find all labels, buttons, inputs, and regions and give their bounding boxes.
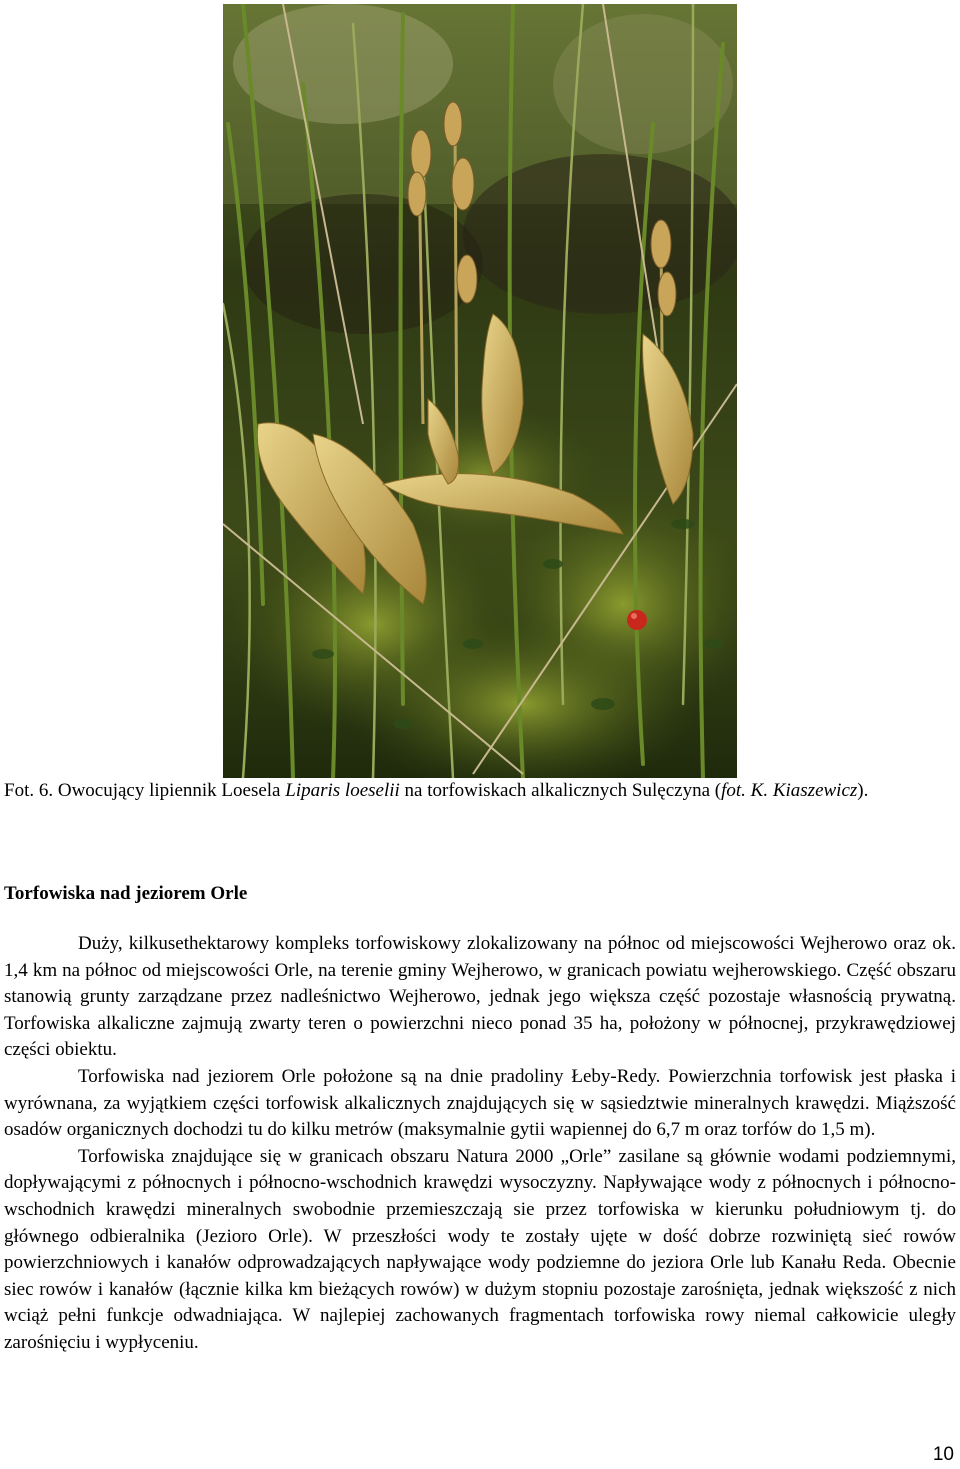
paragraph-2: Torfowiska nad jeziorem Orle położone są na dnie pradoliny Łeby-Redy. Powierzchnia torfowisk jest płaska i wyrównana, za wyjątkiem części torfowisk alkalicznych znajdujących się w sąsiedztwie mineralnych krawędzi. Miąższość osadów organicznych dochodzi tu do kilku metrów (maksymalnie gytii wapiennej do 6,7 m oraz torfów do 1,5 m). [4, 1065, 956, 1141]
caption-latin-name: Liparis loeselii [285, 780, 400, 801]
caption-prefix: Fot. 6. Owocujący lipiennik Loesela [4, 780, 286, 801]
orchid-photo [223, 4, 737, 778]
paragraph-3: Torfowiska znajdujące się w granicach obszaru Natura 2000 „Orle” zasilane są głównie wodami podziemnymi, dopływającymi z północnych i północno-wschodnich krawędzi wysoczyzny. Napływające wody z północnych i północno-wschodnich krawędzi mineralnych swobodnie przemieszczają sie przez torfowiska w kierunku południowym tj. do głównego odbieralnika (Jezioro Orle). W przeszłości wody te zostały ujęte w dość dobrze rozwiniętą sieć rowów powierzchniowych i kanałów odprowadzających napływające wody podziemne do jeziora Orle lub Kanału Reda. Obecnie siec rowów i kanałów (łącznie kilka km bieżących rowów) w dużym stopniu pozostaje zarośnięta, jednak większość z nich wciąż pełni funkcje odwadniająca. W najlepiej zachowanych fragmentach torfowiska rowy niemal całkowicie uległy zarośnięciu i wypłyceniu. [4, 1145, 956, 1353]
figure-caption [4, 778, 956, 803]
page-number: 10 [932, 1444, 954, 1465]
section-body [4, 931, 956, 1357]
caption-suffix: ). [857, 780, 869, 801]
paragraph-1: Duży, kilkusethektarowy kompleks torfowiskowy zlokalizowany na północ od miejscowości Wejherowo oraz ok. 1,4 km na północ od miejscowości Orle, na terenie gminy Wejherowo, w granicach powiatu wejherowskiego. Część obszaru stanowią grunty zarządzane przez nadleśnictwo Wejherowo, jednak jego większa część pozostaje własnością prywatną. Torfowiska alkaliczne zajmują zwarty teren o powierzchni nieco ponad 35 ha, położony w północnej, przykrawędziowej części obiektu. [4, 933, 956, 1061]
caption-mid: na torfowiskach alkalicznych Sulęczyna ( [399, 780, 722, 801]
orchid-photo-drawing [223, 4, 737, 778]
section-heading: Torfowiska nad jeziorem Orle [4, 883, 248, 904]
caption-photo-credit: fot. K. Kiaszewicz [721, 780, 858, 801]
